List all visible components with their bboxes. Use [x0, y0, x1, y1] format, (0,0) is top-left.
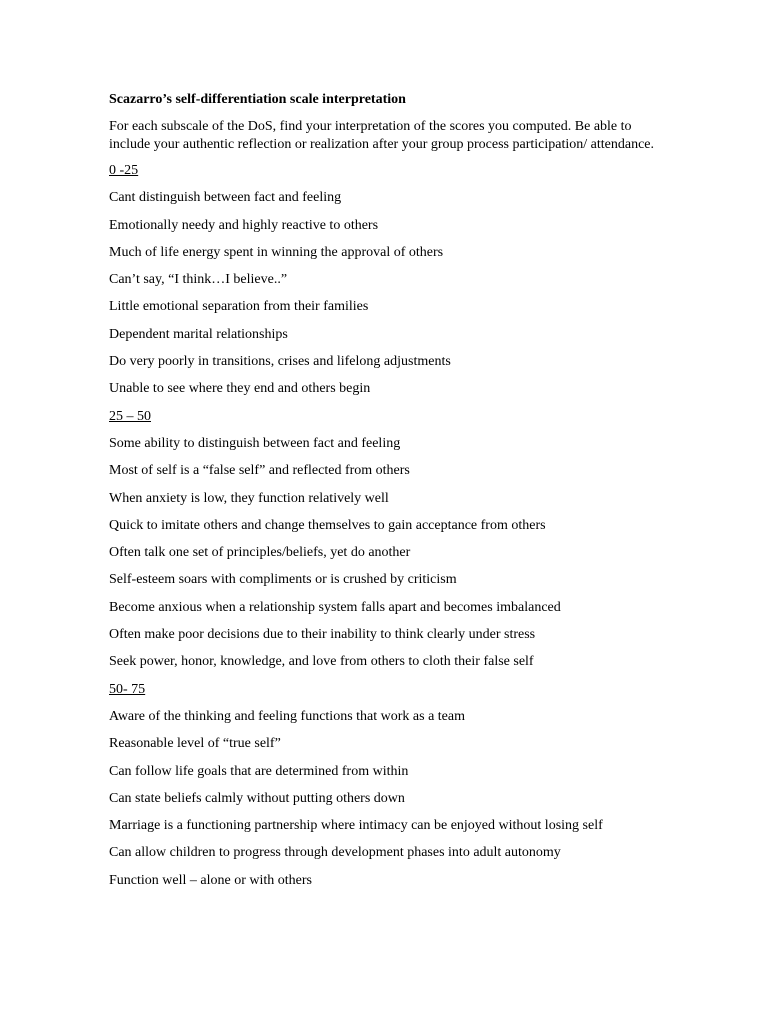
list-item: Reasonable level of “true self”: [109, 736, 281, 752]
score-range-heading: 25 – 50: [109, 408, 151, 424]
list-item: Much of life energy spent in winning the approval of others: [109, 244, 444, 260]
list-item: Cant distinguish between fact and feeling: [109, 190, 342, 206]
list-item: Seek power, honor, knowledge, and love from others to cloth their false self: [109, 654, 534, 670]
list-item: Dependent marital relationships: [109, 326, 288, 342]
instructions-paragraph: For each subscale of the DoS, find your interpretation of the scores you computed. Be able to include your authentic reflection or realization after your group process participation/ attendance.: [109, 119, 654, 152]
list-item: Aware of the thinking and feeling functions that work as a team: [109, 708, 465, 724]
list-item: Do very poorly in transitions, crises and lifelong adjustments: [109, 354, 451, 370]
list-item: Some ability to distinguish between fact and feeling: [109, 435, 401, 451]
list-item: Often make poor decisions due to their inability to think clearly under stress: [109, 627, 536, 643]
list-item: Can follow life goals that are determined from within: [109, 763, 409, 779]
list-item: Function well – alone or with others: [109, 872, 312, 888]
list-item: When anxiety is low, they function relatively well: [109, 490, 389, 506]
list-item: Unable to see where they end and others begin: [109, 381, 371, 397]
list-item: Emotionally needy and highly reactive to others: [109, 217, 379, 233]
list-item: Can’t say, “I think…I believe..”: [109, 272, 288, 288]
list-item: Can state beliefs calmly without putting others down: [109, 790, 405, 806]
list-item: Can allow children to progress through development phases into adult autonomy: [109, 845, 561, 861]
list-item: Self-esteem soars with compliments or is crushed by criticism: [109, 572, 457, 588]
section-50-75: [109, 680, 669, 898]
list-item: Little emotional separation from their families: [109, 299, 369, 315]
document-page: [109, 91, 669, 898]
list-item: Often talk one set of principles/beliefs, yet do another: [109, 545, 411, 561]
list-item: Quick to imitate others and change themselves to gain acceptance from others: [109, 517, 546, 533]
document-title: Scazarro’s self-differentiation scale interpretation: [109, 92, 406, 107]
section-0-25: [109, 161, 669, 407]
section-25-50: [109, 407, 669, 680]
list-item: Marriage is a functioning partnership where intimacy can be enjoyed without losing self: [109, 818, 603, 834]
list-item: Become anxious when a relationship system falls apart and becomes imbalanced: [109, 599, 561, 615]
list-item: Most of self is a “false self” and reflected from others: [109, 463, 410, 479]
score-range-heading: 0 -25: [109, 163, 139, 178]
score-range-heading: 50- 75: [109, 681, 146, 697]
